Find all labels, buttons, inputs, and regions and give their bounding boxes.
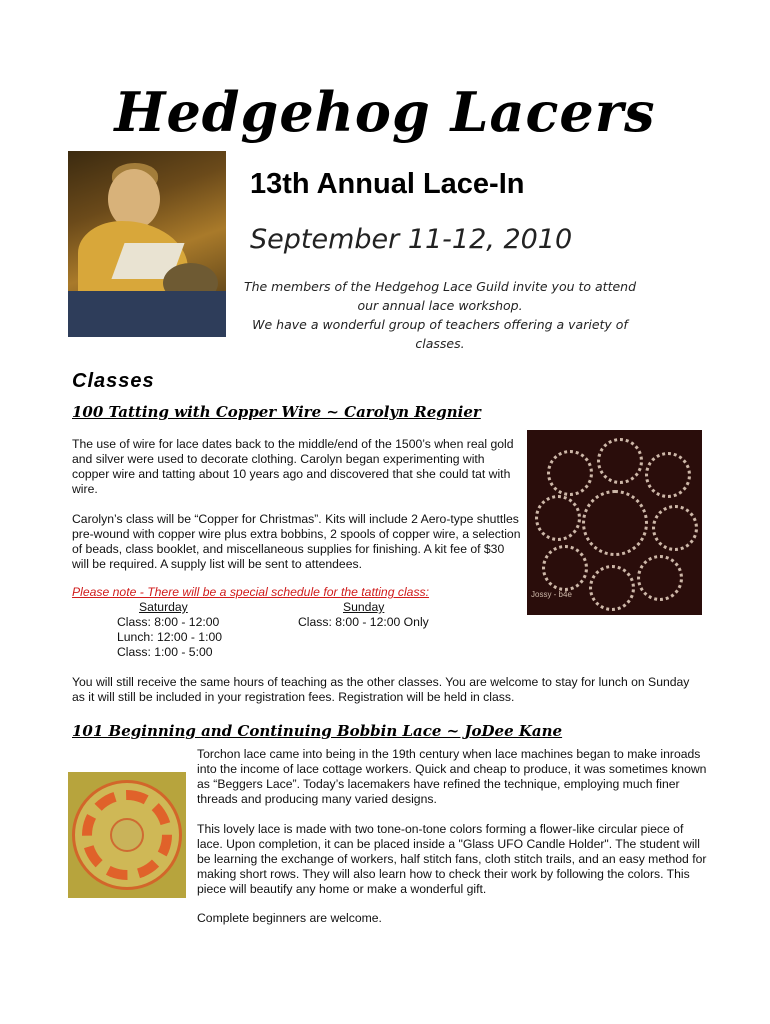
schedule-row: Class: 1:00 - 5:00 bbox=[117, 645, 213, 659]
class-100-paragraph: You will still receive the same hours of teaching as the other classes. You are welcome to stay for lunch on Sunday as it will still be included in your registration fees. Registration will be held in class. bbox=[72, 675, 690, 704]
schedule-row: Class: 8:00 - 12:00 bbox=[117, 615, 220, 629]
image-credit: Jossy - b4e bbox=[531, 590, 572, 599]
schedule-row: Lunch: 12:00 - 1:00 bbox=[117, 630, 223, 644]
invite-line: our annual lace workshop. bbox=[357, 298, 523, 313]
class-101-paragraph: Complete beginners are welcome. bbox=[197, 911, 382, 925]
invite-line: The members of the Hedgehog Lace Guild invite you to attend bbox=[243, 279, 637, 294]
schedule-row: Class: 8:00 - 12:00 Only bbox=[298, 615, 429, 629]
schedule-note: Please note - There will be a special schedule for the tatting class: bbox=[72, 585, 430, 599]
class-101-title: 101 Beginning and Continuing Bobbin Lace ~ JoDee Kane bbox=[72, 722, 563, 740]
sunday-schedule bbox=[298, 615, 429, 630]
event-subtitle: 13th Annual Lace-In bbox=[250, 168, 525, 200]
saturday-heading: Saturday bbox=[139, 600, 188, 614]
bobbin-lace-image bbox=[68, 772, 186, 898]
page-title: Hedgehog Lacers bbox=[114, 80, 656, 144]
classes-heading: Classes bbox=[72, 370, 155, 392]
class-101-paragraph: Torchon lace came into being in the 19th century when lace machines began to make inroads into the income of lace cottage workers. Quick and cheap to produce, it was sometimes known as “Beggers Lace”. Today’s lacemakers have refined the technique, employing much finer threads and producing many varied designs. bbox=[197, 747, 707, 806]
class-100-paragraph: The use of wire for lace dates back to the middle/end of the 1500’s when real gold and silver were used to decorate clothing. Carolyn began experimenting with copper wire and tatting about 10 years ago and discovered that she could tat with wire. bbox=[72, 437, 514, 496]
invite-line: classes. bbox=[415, 336, 465, 351]
class-100-paragraph: Carolyn’s class will be “Copper for Christmas”. Kits will include 2 Aero-type shuttles pre-wound with copper wire plus extra bobbins, 2 spools of copper wire, a selection of beads, class booklet, and miscellaneous supplies for finishing. A kit fee of $30 will be required. A supply list will be sent to attendees. bbox=[72, 512, 521, 571]
invite-line: We have a wonderful group of teachers offering a variety of bbox=[252, 317, 628, 332]
sunday-heading: Sunday bbox=[343, 600, 385, 614]
class-101-paragraph: This lovely lace is made with two tone-on-tone colors forming a flower-like circular piece of lace. Upon completion, it can be placed inside a "Glass UFO Candle Holder". The student will be learning the exchange of workers, half stitch fans, cloth stitch trails, and an easy method for making short rows. They will also learn how to check their work by following the colors. This piece will beautify any home or make a wonderful gift. bbox=[197, 822, 707, 896]
invitation-text bbox=[240, 277, 640, 353]
lacemaker-painting-image bbox=[68, 151, 226, 337]
tatted-copper-lace-image bbox=[527, 430, 702, 615]
class-100-title: 100 Tatting with Copper Wire ~ Carolyn Regnier bbox=[72, 403, 481, 421]
saturday-schedule bbox=[117, 615, 222, 660]
event-date: September 11-12, 2010 bbox=[250, 224, 573, 255]
